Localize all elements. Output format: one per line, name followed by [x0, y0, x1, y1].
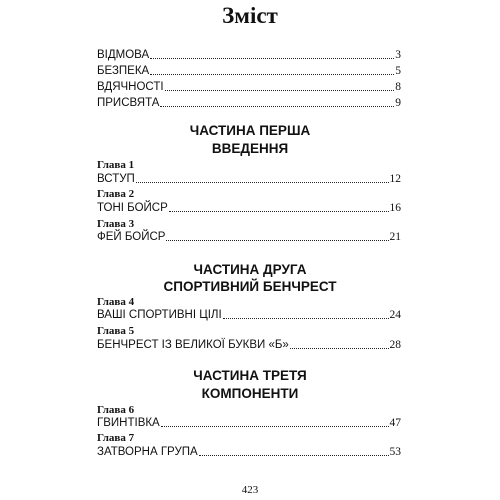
entry-label: ВСТУП	[97, 173, 135, 185]
chapter-heading: Глава 2	[97, 188, 135, 200]
entry-label: ТОНІ БОЙСР	[97, 202, 168, 214]
entry-page: 21	[389, 231, 401, 243]
chapter-heading: Глава 1	[97, 159, 135, 171]
chapter-heading: Глава 5	[97, 325, 135, 337]
part-heading-line2: КОМПОНЕНТИ	[201, 386, 299, 401]
part-heading-line2: ВВЕДЕННЯ	[211, 141, 289, 156]
toc-entry[interactable]	[97, 172, 401, 186]
dot-leader	[165, 90, 395, 91]
entry-label: ФЕЙ БОЙСР	[97, 231, 166, 243]
toc-entry[interactable]	[97, 48, 401, 62]
page-title: Зміст	[222, 3, 278, 28]
part-heading-line1: ЧАСТИНА ПЕРША	[189, 123, 311, 138]
toc-entry[interactable]	[97, 338, 401, 352]
entry-page: 28	[389, 339, 401, 351]
toc-entry[interactable]	[97, 416, 401, 430]
toc-entry[interactable]	[97, 201, 401, 215]
toc-entry[interactable]	[97, 445, 401, 459]
chapter-heading: Глава 3	[97, 218, 135, 230]
dot-leader	[136, 182, 389, 183]
dot-leader	[166, 240, 388, 241]
chapter-heading: Глава 4	[97, 296, 135, 308]
entry-page: 9	[395, 97, 401, 109]
entry-label: ВАШІ СПОРТИВНІ ЦІЛІ	[97, 309, 222, 321]
entry-page: 12	[389, 173, 401, 185]
toc-entry[interactable]	[97, 80, 401, 94]
toc-entry[interactable]	[97, 96, 401, 110]
toc-entry[interactable]	[97, 308, 401, 322]
entry-page: 47	[389, 417, 401, 429]
dot-leader	[169, 211, 389, 212]
toc-entry[interactable]	[97, 230, 401, 244]
part-heading-line1: ЧАСТИНА ТРЕТЯ	[193, 368, 307, 383]
dot-leader	[223, 318, 389, 319]
entry-page: 3	[395, 49, 401, 61]
toc-entry[interactable]	[97, 64, 401, 78]
dot-leader	[150, 74, 394, 75]
dot-leader	[199, 455, 389, 456]
entry-page: 16	[389, 202, 401, 214]
entry-page: 8	[395, 81, 401, 93]
dot-leader	[160, 106, 394, 107]
page-number: 423	[241, 484, 259, 496]
dot-leader	[150, 58, 394, 59]
chapter-heading: Глава 7	[97, 432, 135, 444]
entry-label: ГВИНТІВКА	[97, 417, 160, 429]
entry-label: БЕНЧРЕСТ ІЗ ВЕЛИКОЇ БУКВИ «Б»	[97, 339, 289, 351]
entry-label: ВІДМОВА	[97, 49, 150, 61]
entry-page: 24	[389, 309, 401, 321]
entry-page: 53	[389, 446, 401, 458]
part-heading-line2: СПОРТИВНИЙ БЕНЧРЕСТ	[163, 279, 337, 294]
entry-label: ПРИСВЯТА	[97, 97, 160, 109]
dot-leader	[161, 426, 389, 427]
dot-leader	[290, 348, 389, 349]
chapter-heading: Глава 6	[97, 404, 135, 416]
entry-page: 5	[395, 65, 401, 77]
entry-label: ЗАТВОРНА ГРУПА	[97, 446, 198, 458]
entry-label: ВДЯЧНОСТІ	[97, 81, 164, 93]
entry-label: БЕЗПЕКА	[97, 65, 150, 77]
part-heading-line1: ЧАСТИНА ДРУГА	[193, 262, 307, 277]
